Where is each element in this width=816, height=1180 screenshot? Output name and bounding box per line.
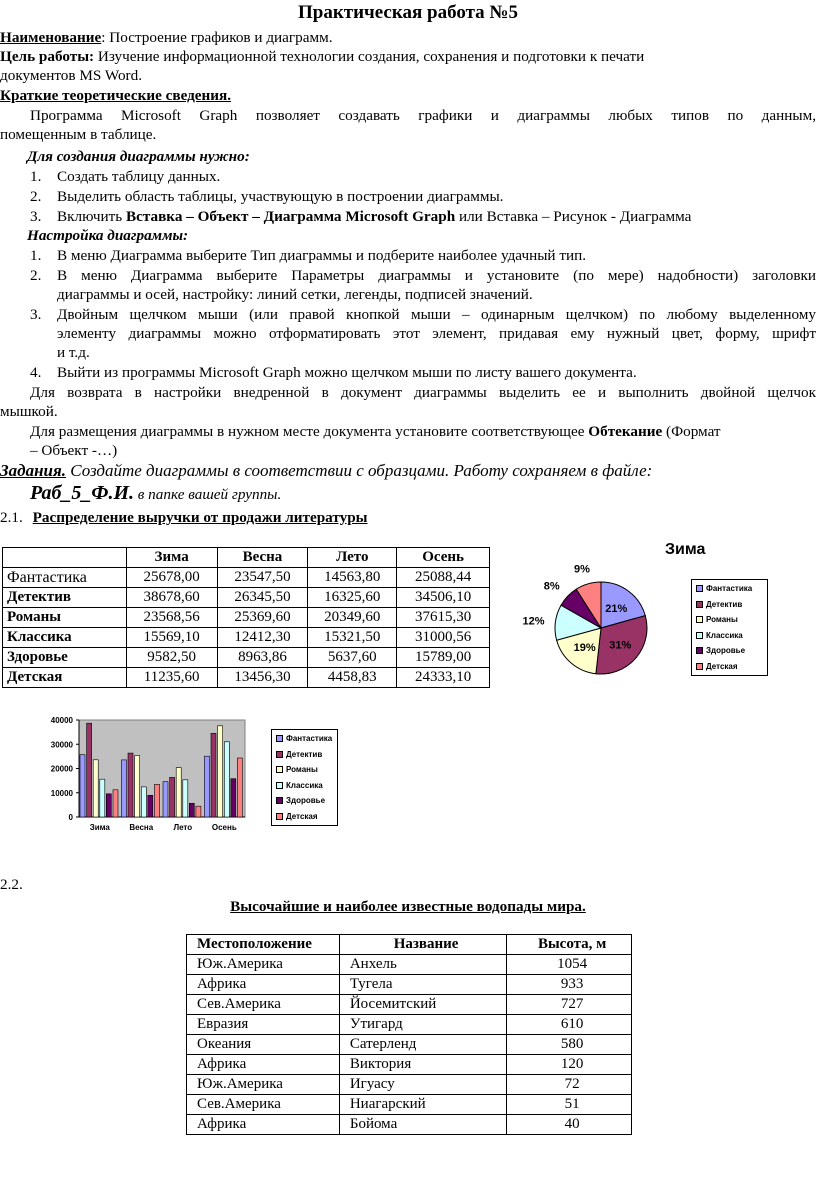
theory-paragraph-1: Программа Microsoft Graph позволяет создавать графики и диаграммы любых типов по данным, bbox=[30, 107, 816, 124]
legend-swatch bbox=[276, 782, 283, 789]
return-paragraph-2: мышкой. bbox=[0, 403, 58, 420]
pie-chart-title: Зима bbox=[665, 541, 706, 558]
table-row bbox=[187, 1035, 632, 1055]
pie-data-label: 21% bbox=[605, 602, 628, 615]
table-cell: 5637,60 bbox=[308, 648, 397, 668]
table-cell: Ниагарский bbox=[339, 1095, 507, 1115]
table-cell: Классика bbox=[3, 628, 127, 648]
table-cell: 38678,60 bbox=[126, 588, 217, 608]
revenue-table bbox=[2, 547, 490, 688]
step-number: 1. bbox=[30, 168, 42, 185]
table-cell: 933 bbox=[507, 975, 632, 995]
name-colon: : bbox=[101, 29, 106, 46]
table-cell: Детская bbox=[3, 668, 127, 688]
table-cell: Африка bbox=[187, 1055, 340, 1075]
legend-label: Классика bbox=[286, 780, 323, 790]
legend-item bbox=[272, 747, 337, 763]
table-cell: 37615,30 bbox=[397, 608, 490, 628]
bar bbox=[122, 760, 127, 817]
table-cell: 16325,60 bbox=[308, 588, 397, 608]
table-cell: 25369,60 bbox=[217, 608, 308, 628]
place-text-pre: Для размещения диаграммы в нужном месте документа установите соответствующее bbox=[30, 423, 589, 440]
table-cell: 610 bbox=[507, 1015, 632, 1035]
file-name: Раб_5_Ф.И. bbox=[30, 482, 134, 504]
x-tick-label: Лето bbox=[173, 823, 193, 832]
pie-data-label: 9% bbox=[574, 563, 590, 576]
table-cell: 120 bbox=[507, 1055, 632, 1075]
table-cell: 23568,56 bbox=[126, 608, 217, 628]
table-cell: Сев.Америка bbox=[187, 995, 340, 1015]
pie-chart bbox=[505, 540, 816, 700]
table-cell: Африка bbox=[187, 1115, 340, 1135]
place-text-bold: Обтекание bbox=[588, 423, 663, 440]
bar bbox=[135, 756, 140, 818]
table-cell: 580 bbox=[507, 1035, 632, 1055]
bar bbox=[163, 782, 168, 817]
table-cell: 25678,00 bbox=[126, 568, 217, 588]
setup-heading: Настройка диаграммы: bbox=[27, 227, 189, 244]
bar bbox=[231, 779, 236, 817]
section-title: Распределение выручки от продажи литературы bbox=[32, 509, 368, 526]
bar bbox=[113, 790, 118, 817]
legend-item bbox=[692, 628, 767, 644]
pie-legend bbox=[691, 579, 768, 676]
table-cell: 1054 bbox=[507, 955, 632, 975]
step-number: 2. bbox=[30, 188, 42, 205]
legend-item bbox=[272, 731, 337, 747]
section-2-2-title: Высочайшие и наиболее известные водопады мира. bbox=[230, 898, 586, 915]
bar bbox=[211, 733, 216, 817]
table-row bbox=[3, 628, 490, 648]
step-number: 2. bbox=[30, 267, 42, 284]
legend-item bbox=[692, 581, 767, 597]
legend-label: Детская bbox=[286, 811, 318, 821]
bar bbox=[224, 742, 229, 817]
task-line bbox=[0, 460, 652, 481]
goal-line-2: документов MS Word. bbox=[0, 67, 142, 84]
legend-swatch bbox=[276, 797, 283, 804]
y-tick-label: 20000 bbox=[50, 764, 73, 774]
setup-step-3-cont-2: и т.д. bbox=[57, 344, 90, 361]
bar bbox=[141, 787, 146, 817]
legend-item bbox=[692, 659, 767, 675]
name-text: Построение графиков и диаграмм. bbox=[105, 29, 333, 46]
table-cell: 15789,00 bbox=[397, 648, 490, 668]
legend-label: Классика bbox=[706, 630, 743, 640]
table-header-cell bbox=[3, 548, 127, 568]
pie-data-label: 8% bbox=[543, 580, 560, 593]
table-cell: 26345,50 bbox=[217, 588, 308, 608]
legend-item bbox=[272, 793, 337, 809]
legend-item bbox=[692, 643, 767, 659]
table-cell: 11235,60 bbox=[126, 668, 217, 688]
step-text-post: или Вставка – Рисунок - Диаграмма bbox=[455, 208, 692, 225]
step-text: В меню Диаграмма выберите Тип диаграммы и подберите наиболее удачный тип. bbox=[57, 247, 587, 264]
goal-line bbox=[0, 47, 644, 66]
bar bbox=[100, 779, 105, 817]
section-2-1 bbox=[0, 508, 368, 527]
waterfalls-table bbox=[186, 934, 632, 1135]
legend-label: Детектив bbox=[706, 599, 743, 609]
table-cell: Игуасу bbox=[339, 1075, 507, 1095]
bar bbox=[170, 777, 175, 817]
legend-swatch bbox=[696, 663, 703, 670]
step-number: 3. bbox=[30, 208, 42, 225]
bar bbox=[176, 768, 181, 817]
page-title: Практическая работа №5 bbox=[297, 2, 519, 23]
step-text-pre: Включить bbox=[57, 208, 126, 225]
legend-item bbox=[272, 762, 337, 778]
return-paragraph: Для возврата в настройки внедренной в документ диаграммы выделить ее и выполнить двойной щелчок bbox=[30, 384, 816, 401]
table-cell: Африка bbox=[187, 975, 340, 995]
bar-chart bbox=[40, 712, 350, 837]
legend-item bbox=[272, 778, 337, 794]
table-header-cell: Местоположение bbox=[187, 935, 340, 955]
pie-chart-svg bbox=[505, 540, 816, 700]
table-cell: 14563,80 bbox=[308, 568, 397, 588]
y-tick-label: 0 bbox=[68, 813, 73, 822]
legend-swatch bbox=[276, 751, 283, 758]
place-paragraph-2: – Объект -…) bbox=[30, 442, 118, 459]
bar bbox=[148, 795, 153, 817]
table-cell: 15321,50 bbox=[308, 628, 397, 648]
table-cell: Романы bbox=[3, 608, 127, 628]
table-cell: 4458,83 bbox=[308, 668, 397, 688]
table-cell: Фантастика bbox=[3, 568, 127, 588]
table-cell: Юж.Америка bbox=[187, 955, 340, 975]
theory-heading: Краткие теоретические сведения. bbox=[0, 87, 232, 104]
table-cell: Юж.Америка bbox=[187, 1075, 340, 1095]
bar bbox=[106, 794, 111, 817]
table-cell: 25088,44 bbox=[397, 568, 490, 588]
bar bbox=[204, 756, 209, 817]
table-cell: 51 bbox=[507, 1095, 632, 1115]
bar bbox=[218, 726, 223, 817]
legend-label: Здоровье bbox=[706, 646, 746, 655]
table-cell: 8963,86 bbox=[217, 648, 308, 668]
step-number: 1. bbox=[30, 247, 42, 264]
x-tick-label: Осень bbox=[211, 823, 237, 832]
step-text: Выйти из программы Microsoft Graph можно щелчком мыши по листу вашего документа. bbox=[57, 364, 637, 381]
legend-label: Фантастика bbox=[706, 584, 753, 593]
table-row bbox=[187, 995, 632, 1015]
section-2-2-number: 2.2. bbox=[0, 876, 23, 893]
table-row bbox=[187, 1055, 632, 1075]
bar bbox=[155, 784, 160, 817]
pie-data-label: 31% bbox=[609, 639, 632, 652]
bar bbox=[183, 780, 188, 817]
table-cell: 15569,10 bbox=[126, 628, 217, 648]
legend-label: Фантастика bbox=[286, 734, 333, 743]
goal-label: Цель работы: bbox=[0, 48, 95, 65]
table-row bbox=[3, 648, 490, 668]
table-cell: Здоровье bbox=[3, 648, 127, 668]
table-cell: 40 bbox=[507, 1115, 632, 1135]
table-header-row bbox=[3, 548, 490, 568]
table-cell: Анхель bbox=[339, 955, 507, 975]
y-tick-label: 30000 bbox=[50, 740, 73, 750]
x-tick-label: Зима bbox=[89, 823, 110, 832]
table-cell: Виктория bbox=[339, 1055, 507, 1075]
legend-swatch bbox=[276, 735, 283, 742]
bar bbox=[189, 803, 194, 817]
table-cell: Евразия bbox=[187, 1015, 340, 1035]
table-header-cell: Название bbox=[339, 935, 507, 955]
task-text: Создайте диаграммы в соответствии с образцами. Работу сохраняем в файле: bbox=[65, 461, 653, 480]
table-header-cell: Осень bbox=[397, 548, 490, 568]
table-row bbox=[3, 608, 490, 628]
table-cell: Утигард bbox=[339, 1015, 507, 1035]
table-row bbox=[187, 955, 632, 975]
name-line bbox=[0, 28, 333, 47]
table-cell: Тугела bbox=[339, 975, 507, 995]
table-row bbox=[3, 568, 490, 588]
legend-item bbox=[272, 809, 337, 825]
legend-label: Романы bbox=[286, 765, 318, 774]
table-cell: 34506,10 bbox=[397, 588, 490, 608]
bar bbox=[80, 755, 85, 817]
create-heading: Для создания диаграммы нужно: bbox=[27, 148, 250, 165]
table-cell: 12412,30 bbox=[217, 628, 308, 648]
legend-item bbox=[692, 612, 767, 628]
name-label: Наименование bbox=[0, 29, 102, 46]
section-number: 2.1. bbox=[0, 509, 23, 526]
task-label: Задания. bbox=[0, 461, 66, 480]
table-cell: 20349,60 bbox=[308, 608, 397, 628]
bar bbox=[196, 806, 201, 817]
table-cell: 31000,56 bbox=[397, 628, 490, 648]
legend-swatch bbox=[696, 647, 703, 654]
table-cell: 24333,10 bbox=[397, 668, 490, 688]
step-text: Создать таблицу данных. bbox=[57, 168, 221, 185]
table-row bbox=[187, 975, 632, 995]
bar bbox=[87, 723, 92, 817]
file-text: в папке вашей группы. bbox=[134, 486, 282, 503]
setup-step-3-cont: элементу диаграммы можно отформатировать этот элемент, придавая ему нужный цвет, форму, шрифт bbox=[57, 325, 816, 342]
goal-text: Изучение информационной технологии создания, сохранения и подготовки к печати bbox=[94, 48, 645, 65]
bar bbox=[93, 760, 98, 817]
table-cell: 23547,50 bbox=[217, 568, 308, 588]
step-text: Двойным щелчком мыши (или правой кнопкой мыши – одинарным щелчком) по любому выделенному bbox=[57, 306, 816, 323]
legend-swatch bbox=[696, 601, 703, 608]
legend-label: Детская bbox=[706, 661, 738, 671]
table-header-cell: Лето bbox=[308, 548, 397, 568]
table-cell: 727 bbox=[507, 995, 632, 1015]
pie-data-label: 19% bbox=[573, 642, 596, 655]
pie-data-label: 12% bbox=[522, 615, 545, 628]
table-cell: Йосемитский bbox=[339, 995, 507, 1015]
table-header-cell: Высота, м bbox=[507, 935, 632, 955]
x-tick-label: Весна bbox=[129, 823, 154, 832]
table-cell: Сатерленд bbox=[339, 1035, 507, 1055]
legend-label: Детектив bbox=[286, 749, 323, 759]
step-text-bold: Вставка – Объект – Диаграмма Microsoft Graph bbox=[125, 208, 456, 225]
theory-paragraph-2: помещенным в таблице. bbox=[0, 126, 157, 143]
table-cell: 13456,30 bbox=[217, 668, 308, 688]
setup-step-2-cont: диаграммы и осей, настройку: линий сетки, легенды, подписей значений. bbox=[57, 286, 533, 303]
table-row bbox=[187, 1095, 632, 1115]
bar bbox=[128, 753, 133, 817]
table-cell: 72 bbox=[507, 1075, 632, 1095]
legend-swatch bbox=[696, 616, 703, 623]
step-text: Выделить область таблицы, участвующую в построении диаграммы. bbox=[57, 188, 504, 205]
bar-legend bbox=[271, 729, 338, 826]
step-number: 4. bbox=[30, 364, 42, 381]
legend-label: Романы bbox=[706, 615, 738, 624]
table-row bbox=[3, 588, 490, 608]
step-number: 3. bbox=[30, 306, 42, 323]
table-cell: Океания bbox=[187, 1035, 340, 1055]
table-row bbox=[187, 1015, 632, 1035]
legend-label: Здоровье bbox=[286, 796, 326, 805]
table-cell: Детектив bbox=[3, 588, 127, 608]
table-cell: Бойома bbox=[339, 1115, 507, 1135]
legend-item bbox=[692, 597, 767, 613]
table-row bbox=[3, 668, 490, 688]
file-line bbox=[30, 484, 281, 504]
place-paragraph bbox=[30, 422, 721, 441]
step-text: В меню Диаграмма выберите Параметры диаграммы и установите (по мере) надобности) заголовки bbox=[57, 267, 816, 284]
legend-swatch bbox=[696, 632, 703, 639]
table-header-row bbox=[187, 935, 632, 955]
table-header-cell: Весна bbox=[217, 548, 308, 568]
y-tick-label: 40000 bbox=[50, 716, 73, 725]
place-text-post: (Формат bbox=[662, 423, 721, 440]
table-cell: 9582,50 bbox=[126, 648, 217, 668]
y-tick-label: 10000 bbox=[50, 788, 73, 798]
legend-swatch bbox=[276, 766, 283, 773]
table-row bbox=[187, 1115, 632, 1135]
table-cell: Сев.Америка bbox=[187, 1095, 340, 1115]
table-row bbox=[187, 1075, 632, 1095]
bar bbox=[237, 758, 242, 817]
legend-swatch bbox=[696, 585, 703, 592]
table-header-cell: Зима bbox=[126, 548, 217, 568]
legend-swatch bbox=[276, 813, 283, 820]
